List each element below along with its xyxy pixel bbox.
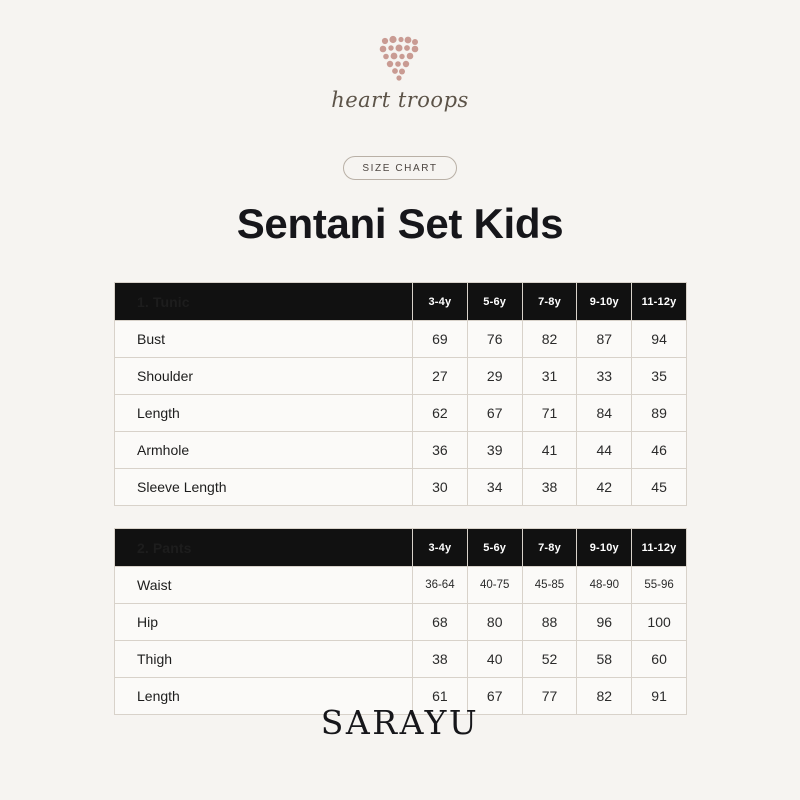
cell-value: 67 (467, 678, 522, 715)
table-row (115, 641, 687, 678)
cell-value: 88 (522, 604, 577, 641)
column-header-size: 3-4y (413, 283, 468, 321)
cell-value: 80 (467, 604, 522, 641)
cell-value: 91 (632, 678, 687, 715)
table-title: 2. Pants (115, 529, 413, 567)
table-title: 1. Tunic (115, 283, 413, 321)
cell-value: 27 (413, 358, 468, 395)
table-tunic (114, 282, 687, 506)
cell-value: 61 (413, 678, 468, 715)
table-header-row (115, 529, 687, 567)
cell-value: 87 (577, 321, 632, 358)
cell-value: 40-75 (467, 567, 522, 604)
brand-name: heart troops (331, 88, 469, 112)
cell-value: 46 (632, 432, 687, 469)
row-label: Thigh (115, 641, 413, 678)
cell-value: 30 (413, 469, 468, 506)
column-header-size: 7-8y (522, 529, 577, 567)
column-header-size: 5-6y (467, 529, 522, 567)
footer-brand: SARAYU (320, 703, 480, 742)
table-row (115, 567, 687, 604)
cell-value: 31 (522, 358, 577, 395)
row-label: Bust (115, 321, 413, 358)
cell-value: 52 (522, 641, 577, 678)
cell-value: 36 (413, 432, 468, 469)
cell-value: 40 (467, 641, 522, 678)
table-header-row (115, 283, 687, 321)
table-row (115, 395, 687, 432)
cell-value: 68 (413, 604, 468, 641)
cell-value: 44 (577, 432, 632, 469)
row-label: Waist (115, 567, 413, 604)
size-chart-badge: SIZE CHART (343, 156, 456, 180)
cell-value: 38 (522, 469, 577, 506)
cell-value: 35 (632, 358, 687, 395)
row-label: Armhole (115, 432, 413, 469)
row-label: Shoulder (115, 358, 413, 395)
column-header-size: 9-10y (577, 283, 632, 321)
cell-value: 41 (522, 432, 577, 469)
table-pants (114, 528, 687, 715)
row-label: Length (115, 395, 413, 432)
table-row (115, 469, 687, 506)
row-label: Hip (115, 604, 413, 641)
row-label: Length (115, 678, 413, 715)
heart-dots-icon (367, 34, 433, 82)
cell-value: 42 (577, 469, 632, 506)
cell-value: 94 (632, 321, 687, 358)
cell-value: 33 (577, 358, 632, 395)
size-tables (114, 282, 686, 715)
cell-value: 84 (577, 395, 632, 432)
cell-value: 48-90 (577, 567, 632, 604)
column-header-size: 5-6y (467, 283, 522, 321)
cell-value: 69 (413, 321, 468, 358)
cell-value: 96 (577, 604, 632, 641)
cell-value: 36-64 (413, 567, 468, 604)
cell-value: 60 (632, 641, 687, 678)
cell-value: 82 (577, 678, 632, 715)
cell-value: 62 (413, 395, 468, 432)
column-header-size: 9-10y (577, 529, 632, 567)
cell-value: 100 (632, 604, 687, 641)
column-header-size: 3-4y (413, 529, 468, 567)
cell-value: 55-96 (632, 567, 687, 604)
cell-value: 39 (467, 432, 522, 469)
cell-value: 45 (632, 469, 687, 506)
cell-value: 29 (467, 358, 522, 395)
cell-value: 58 (577, 641, 632, 678)
table-row (115, 321, 687, 358)
column-header-size: 7-8y (522, 283, 577, 321)
cell-value: 34 (467, 469, 522, 506)
column-header-size: 11-12y (632, 529, 687, 567)
column-header-size: 11-12y (632, 283, 687, 321)
cell-value: 77 (522, 678, 577, 715)
cell-value: 76 (467, 321, 522, 358)
cell-value: 71 (522, 395, 577, 432)
page-title: Sentani Set Kids (236, 200, 564, 247)
cell-value: 38 (413, 641, 468, 678)
cell-value: 82 (522, 321, 577, 358)
row-label: Sleeve Length (115, 469, 413, 506)
cell-value: 45-85 (522, 567, 577, 604)
cell-value: 89 (632, 395, 687, 432)
brand-header (331, 34, 469, 112)
table-row (115, 604, 687, 641)
table-row (115, 358, 687, 395)
cell-value: 67 (467, 395, 522, 432)
table-row (115, 432, 687, 469)
